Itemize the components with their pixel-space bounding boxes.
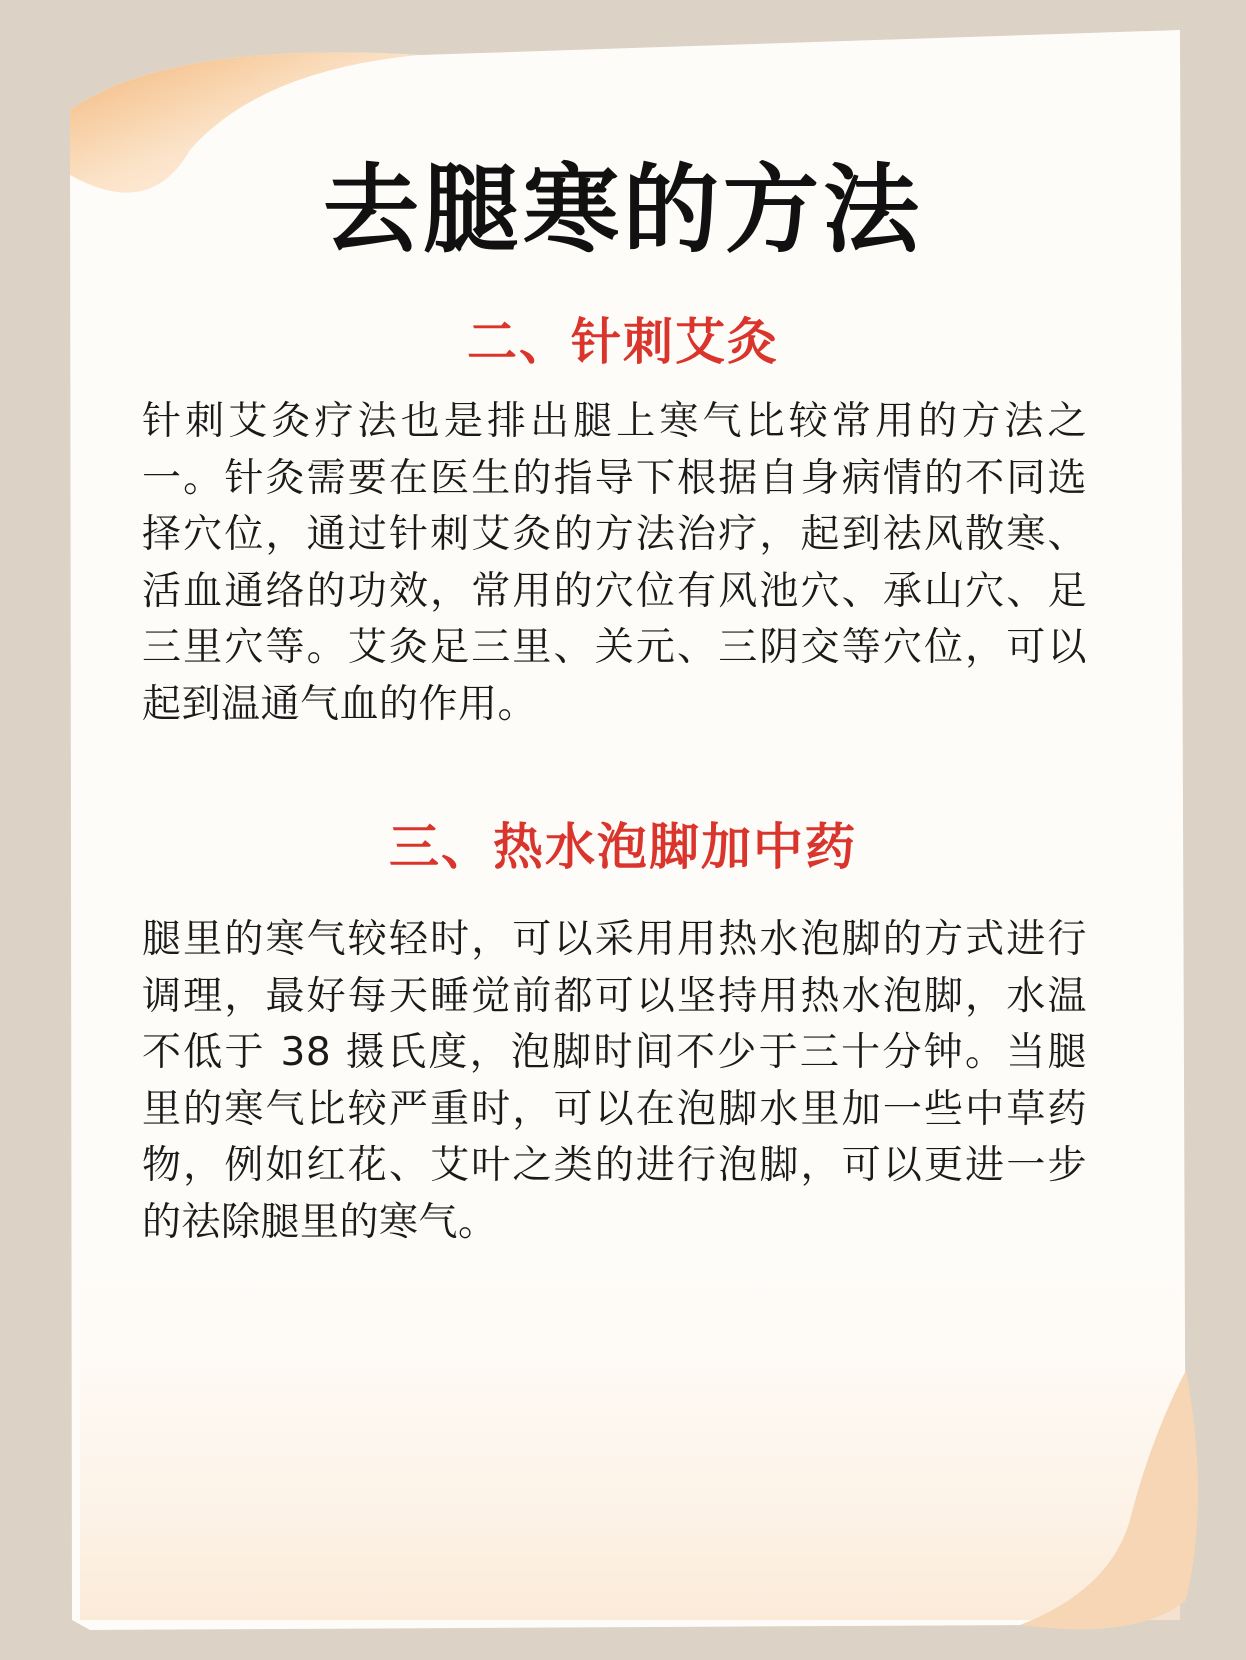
section-heading-acupuncture: 二、针刺艾灸: [467, 313, 779, 371]
page-title: 去腿寒的方法: [323, 154, 923, 266]
section-body-acupuncture: 针刺艾灸疗法也是排出腿上寒气比较常用的方法之一。针灸需要在医生的指导下根据自身病情的不同选择穴位，通过针刺艾灸的方法治疗，起到祛风散寒、活血通络的功效，常用的穴位有风池穴、承山穴、足三里穴等。艾灸足三里、关元、三阴交等穴位，可以起到温通气血的作用。: [142, 399, 1087, 727]
section-heading-foot-soak: 三、热水泡脚加中药: [389, 818, 857, 876]
section-body-foot-soak: 腿里的寒气较轻时，可以采用用热水泡脚的方式进行调理，最好每天睡觉前都可以坚持用热水泡脚，水温不低于 38 摄氏度，泡脚时间不少于三十分钟。当腿里的寒气比较严重时，可以在泡脚水里加一些中草药物，例如红花、艾叶之类的进行泡脚，可以更进一步的祛除腿里的寒气。: [142, 917, 1087, 1245]
